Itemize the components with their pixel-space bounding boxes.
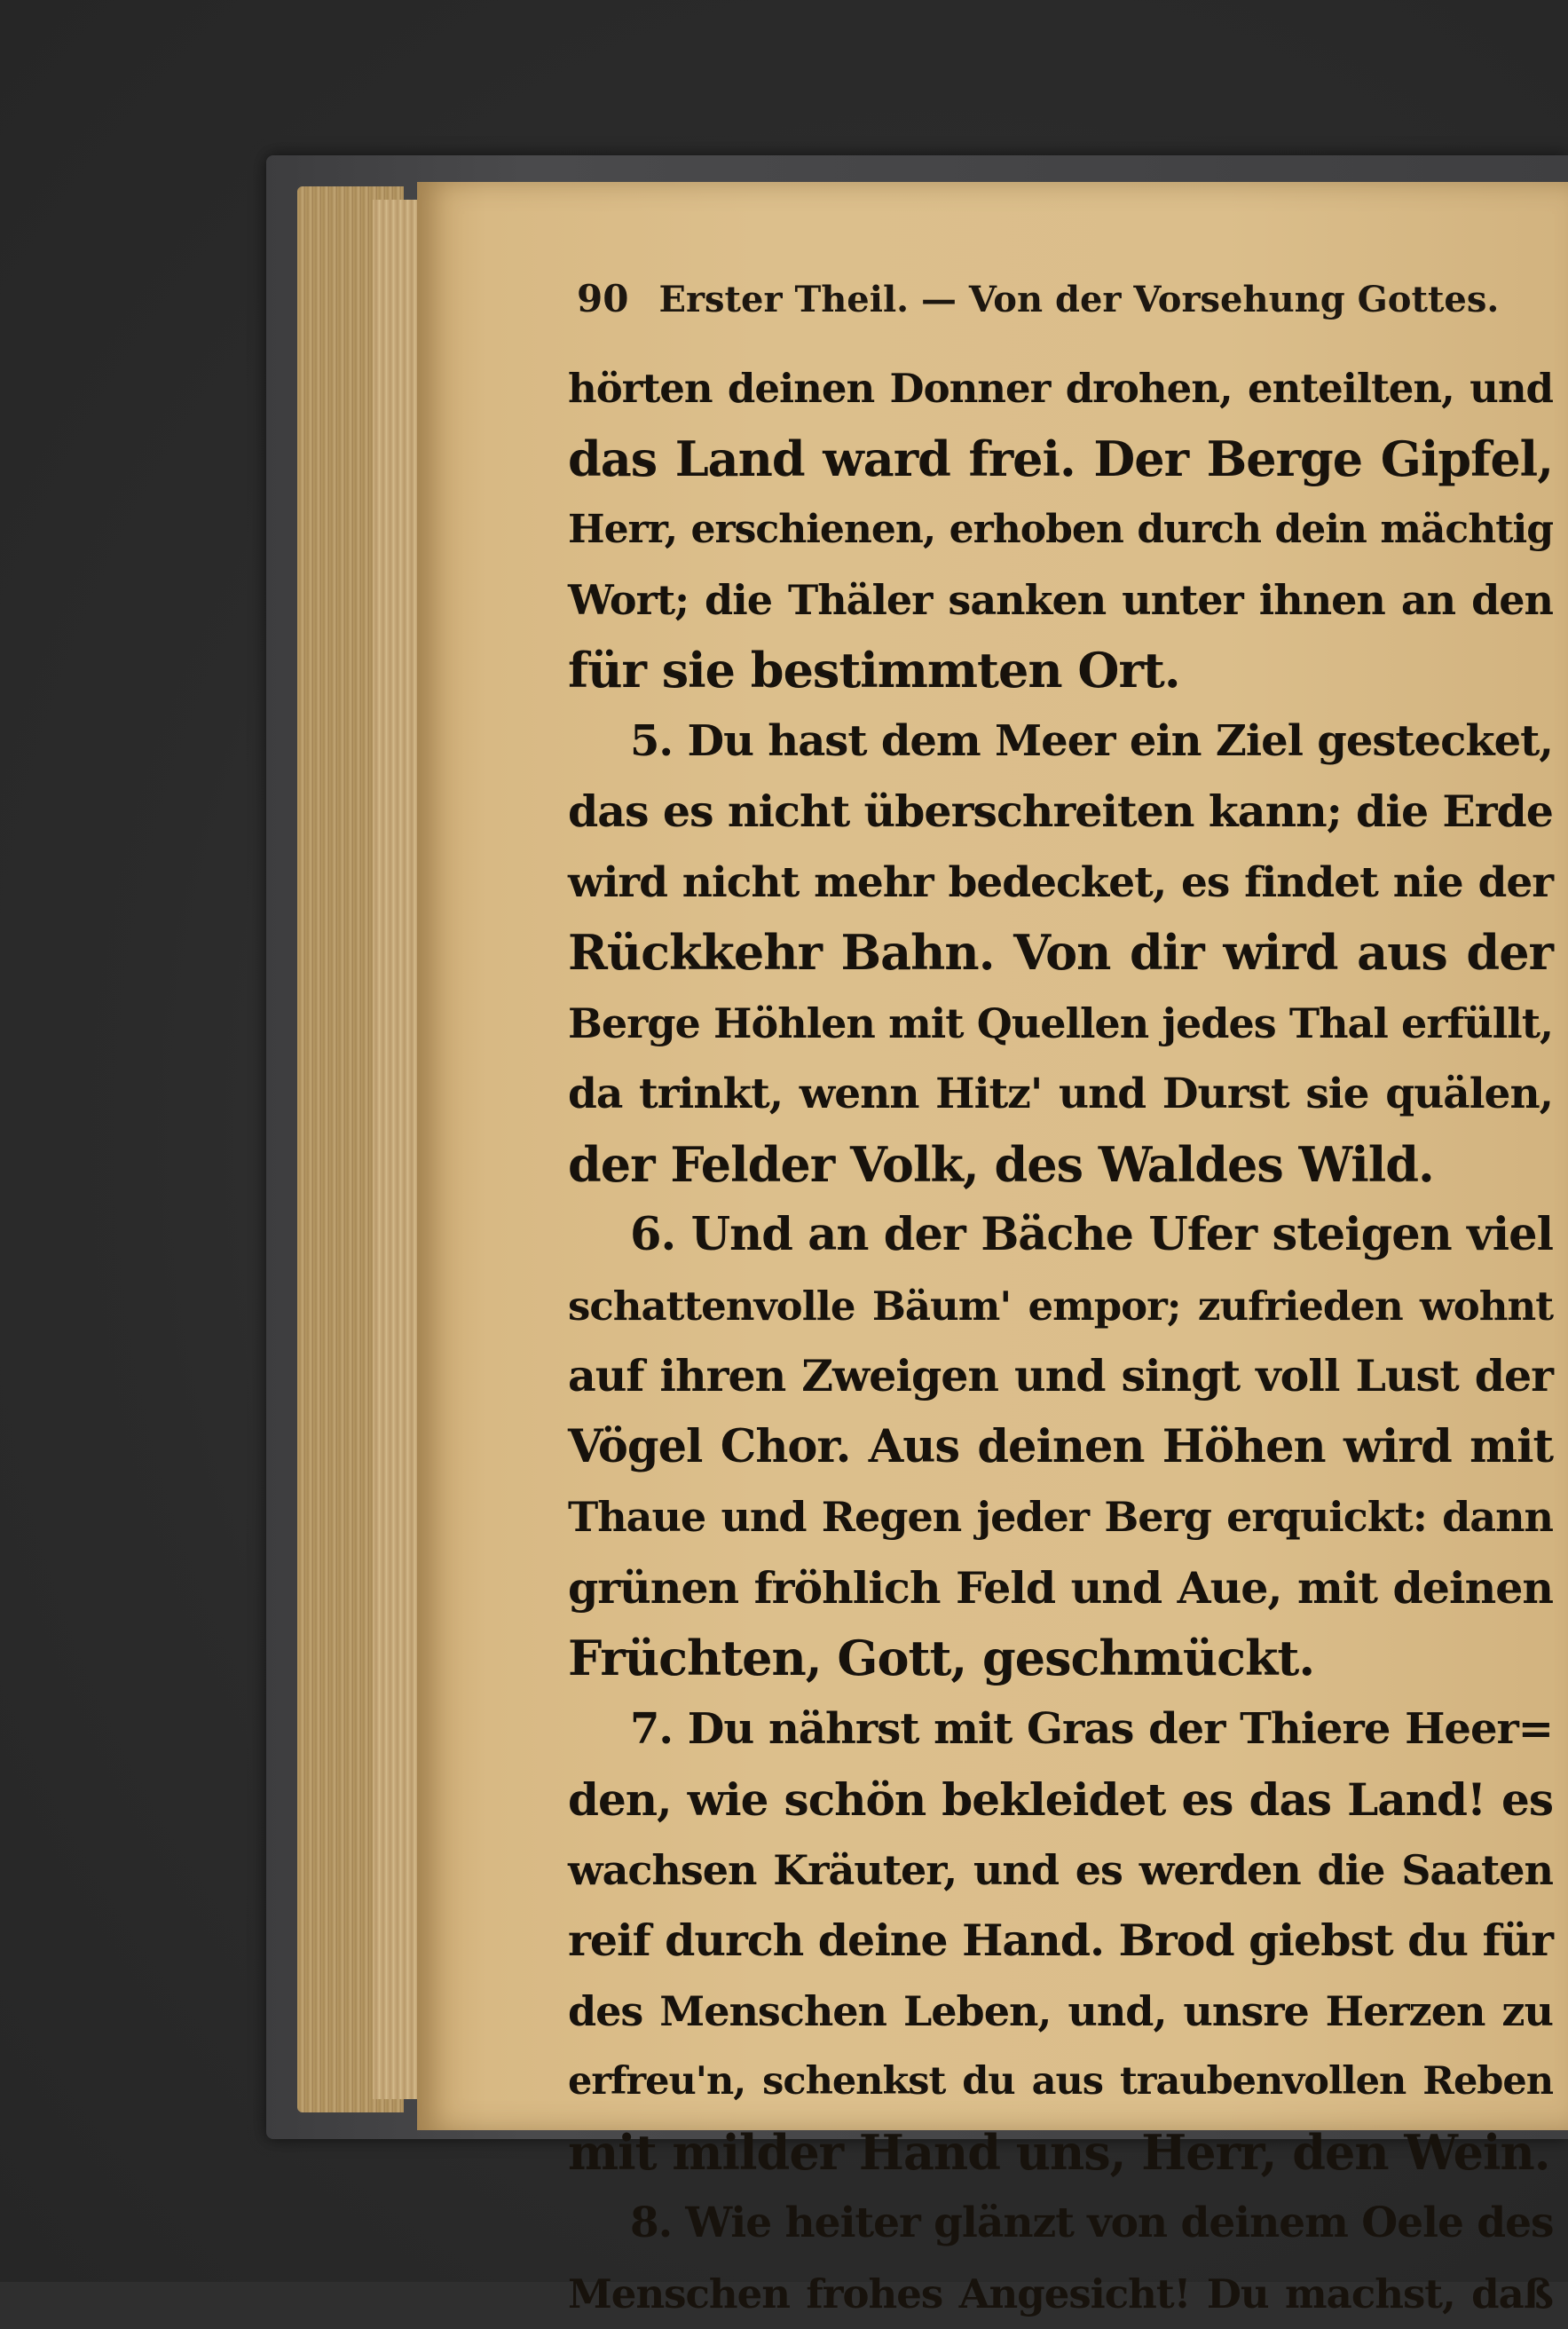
text-line: der Felder Volk, des Waldes Wild.: [568, 1130, 1553, 1201]
text-line: Wort; die Thäler sanken unter ihnen an den: [568, 565, 1553, 636]
text-line: hörten deinen Donner drohen, enteilten, und: [568, 353, 1553, 424]
text-line: Herr, erschienen, erhoben durch dein mächtig: [568, 494, 1553, 565]
text-line: 7. Du nährst mit Gras der Thiere Heer=: [568, 1694, 1553, 1765]
running-title: Erster Theil. — Von der Vorsehung Gottes.: [658, 279, 1499, 320]
text-line: das es nicht überschreiten kann; die Erde: [568, 777, 1553, 848]
text-line: erfreu'n, schenkst du aus traubenvollen Reben: [568, 2047, 1553, 2118]
text-line: mit milder Hand uns, Herr, den Wein.: [568, 2118, 1553, 2189]
text-line: wird nicht mehr bedecket, es findet nie der: [568, 848, 1553, 919]
text-line: das Land ward frei. Der Berge Gipfel,: [568, 424, 1553, 495]
text-line: auf ihren Zweigen und singt voll Lust der: [568, 1341, 1553, 1412]
text-line: grünen fröhlich Feld und Aue, mit deinen: [568, 1553, 1553, 1624]
text-line: Vögel Chor. Aus deinen Höhen wird mit: [568, 1412, 1553, 1483]
text-line: Berge Höhlen mit Quellen jedes Thal erfüllt,: [568, 989, 1553, 1060]
text-line: 8. Wie heiter glänzt von deinem Oele des: [568, 2188, 1553, 2259]
text-line: für sie bestimmten Ort.: [568, 636, 1553, 707]
text-line: des Menschen Leben, und, unsre Herzen zu: [568, 1977, 1553, 2048]
text-line: Menschen frohes Angesicht! Du machst, daß: [568, 2259, 1553, 2329]
text-line: wachsen Kräuter, und es werden die Saaten: [568, 1836, 1553, 1907]
body-text: [568, 353, 1553, 2329]
text-line: Thaue und Regen jeder Berg erquickt: dann: [568, 1482, 1553, 1553]
text-line: den, wie schön bekleidet es das Land! es: [568, 1765, 1553, 1836]
running-header: [577, 277, 1562, 339]
text-line: da trinkt, wenn Hitz' und Durst sie quälen,: [568, 1059, 1553, 1130]
text-line: schattenvolle Bäum' empor; zufrieden wohnt: [568, 1271, 1553, 1342]
text-line: 6. Und an der Bäche Ufer steigen viel: [568, 1200, 1553, 1271]
page-number: 90: [577, 277, 628, 320]
text-line: Früchten, Gott, geschmückt.: [568, 1623, 1553, 1694]
text-line: 5. Du hast dem Meer ein Ziel gestecket,: [568, 707, 1553, 778]
text-line: Rückkehr Bahn. Von dir wird aus der: [568, 918, 1553, 989]
text-line: reif durch deine Hand. Brod giebst du für: [568, 1906, 1553, 1977]
